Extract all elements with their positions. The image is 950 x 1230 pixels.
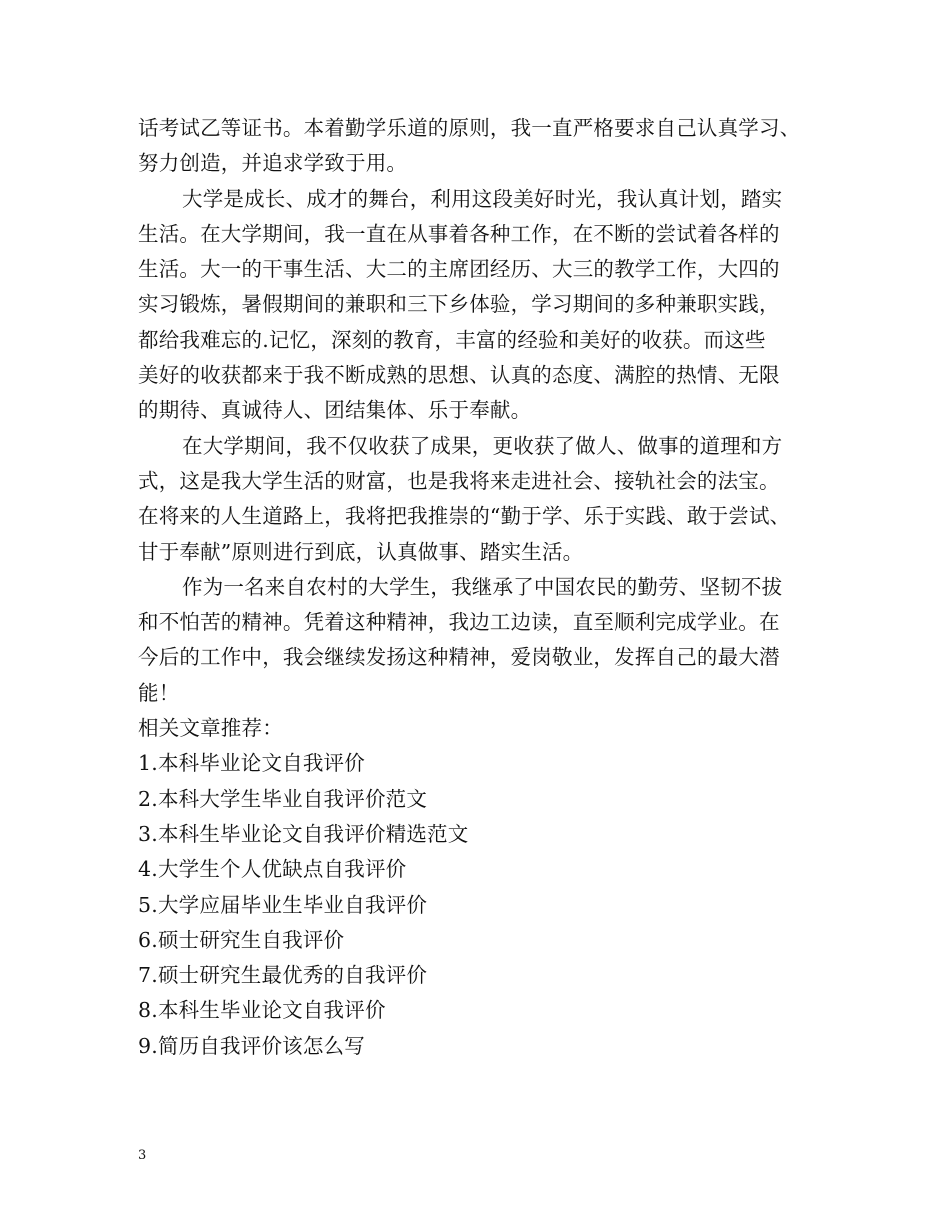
body-line: 努力创造，并追求学致于用。 [138, 151, 408, 176]
body-line: 大学是成长、成才的舞台，利用这段美好时光，我认真计划，踏实 [182, 186, 783, 211]
related-article-link[interactable]: 2.本科大学生毕业自我评价范文 [138, 786, 428, 811]
body-line: 生活。在大学期间，我一直在从事着各种工作，在不断的尝试着各样的 [138, 221, 780, 246]
related-article-link[interactable]: 6.硕士研究生自我评价 [138, 927, 345, 952]
related-article-list [138, 746, 838, 1064]
related-heading: 相关文章推荐： [138, 716, 283, 741]
body-line: 都给我难忘的.记忆，深刻的教育，丰富的经验和美好的收获。而这些 [138, 327, 766, 352]
body-line: 生活。大一的干事生活、大二的主席团经历、大三的教学工作，大四的 [138, 257, 780, 282]
body-line: 和不怕苦的精神。凭着这种精神，我边工边读，直至顺利完成学业。在 [138, 610, 780, 635]
related-article-link[interactable]: 4.大学生个人优缺点自我评价 [138, 857, 407, 882]
body-line: 在大学期间，我不仅收获了成果，更收获了做人、做事的道理和方 [182, 433, 783, 458]
related-article-link[interactable]: 9.简历自我评价该怎么写 [138, 1033, 365, 1058]
body-line: 在将来的人生道路上，我将把我推崇的“勤于学、乐于实践、敢于尝试、 [138, 504, 791, 529]
body-line: 能！ [138, 680, 180, 705]
body-line: 今后的工作中，我会继续发扬这种精神，爱岗敬业，发挥自己的最大潜 [138, 645, 780, 670]
body-line: 实习锻炼，暑假期间的兼职和三下乡体验，学习期间的多种兼职实践， [138, 292, 780, 317]
body-line: 美好的收获都来于我不断成熟的思想、认真的态度、满腔的热情、无限 [138, 363, 780, 388]
body-line: 话考试乙等证书。本着勤学乐道的原则，我一直严格要求自己认真学习、 [138, 116, 801, 140]
related-article-link[interactable]: 5.大学应届毕业生毕业自我评价 [138, 892, 428, 917]
related-article-link[interactable]: 3.本科生毕业论文自我评价精选范文 [138, 821, 469, 846]
document-body [138, 111, 838, 1064]
body-paragraphs [138, 111, 838, 711]
related-article-link[interactable]: 8.本科生毕业论文自我评价 [138, 998, 386, 1023]
body-line: 作为一名来自农村的大学生，我继承了中国农民的勤劳、坚韧不拔 [182, 574, 783, 599]
related-article-link[interactable]: 7.硕士研究生最优秀的自我评价 [138, 963, 428, 988]
body-line: 的期待、真诚待人、团结集体、乐于奉献。 [138, 398, 532, 423]
related-article-link[interactable]: 1.本科毕业论文自我评价 [138, 751, 365, 776]
page-number: 3 [138, 1148, 147, 1163]
body-line: 甘于奉献”原则进行到底，认真做事、踏实生活。 [138, 539, 584, 564]
body-line: 式，这是我大学生活的财富，也是我将来走进社会、接轨社会的法宝。 [138, 468, 780, 493]
